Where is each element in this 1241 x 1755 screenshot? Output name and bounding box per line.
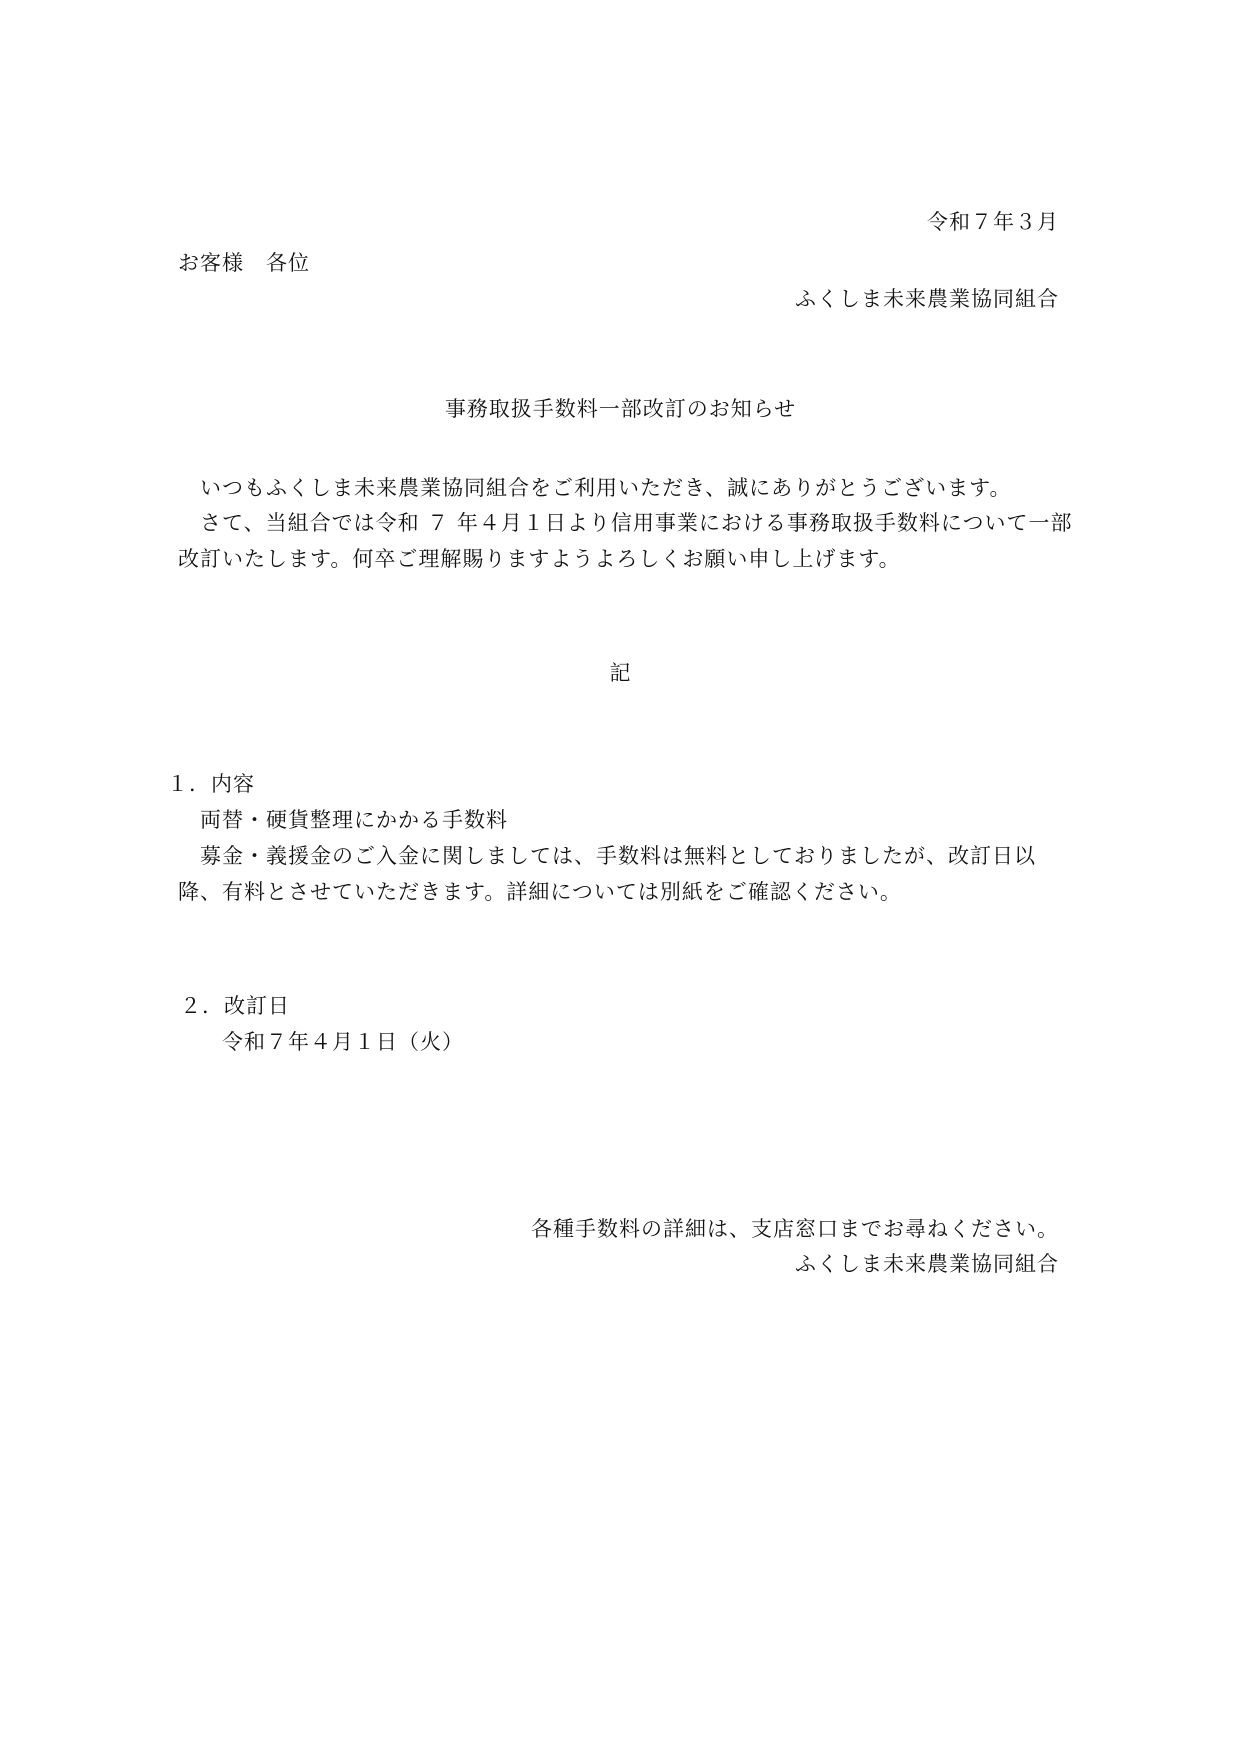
intro-line-1: いつもふくしま未来農業協同組合をご利用いただき、誠にありがとうございます。	[200, 476, 1012, 500]
intro-line-2: さて、当組合では令和 ７ 年４月１日より信用事業における事務取扱手数料について一部	[200, 511, 1073, 535]
ki-heading: 記	[609, 661, 632, 685]
section-2-date: 令和７年４月１日（火）	[222, 1030, 464, 1054]
section-2-heading: ２．改訂日	[180, 994, 290, 1018]
section-1-body-line-2: 降、有料とさせていただきます。詳細については別紙をご確認ください。	[178, 880, 902, 904]
page-title: 事務取扱手数料一部改訂のお知らせ	[444, 397, 797, 421]
sender-name: ふくしま未来農業協同組合	[795, 287, 1059, 311]
intro-line-3: 改訂いたします。何卒ご理解賜りますようよろしくお願い申し上げます。	[178, 547, 901, 571]
section-1-body-line-1: 募金・義援金のご入金に関しましては、手数料は無料としておりましたが、改訂日以	[200, 844, 1036, 868]
issue-date: 令和７年３月	[927, 210, 1059, 234]
addressee: お客様 各位	[178, 251, 310, 275]
closing-note: 各種手数料の詳細は、支店窓口までお尋ねください。	[531, 1217, 1059, 1241]
closing-sender: ふくしま未来農業協同組合	[795, 1252, 1059, 1276]
section-1-subheading: 両替・硬貨整理にかかる手数料	[200, 808, 508, 832]
section-1-heading: １．内容	[167, 772, 255, 796]
